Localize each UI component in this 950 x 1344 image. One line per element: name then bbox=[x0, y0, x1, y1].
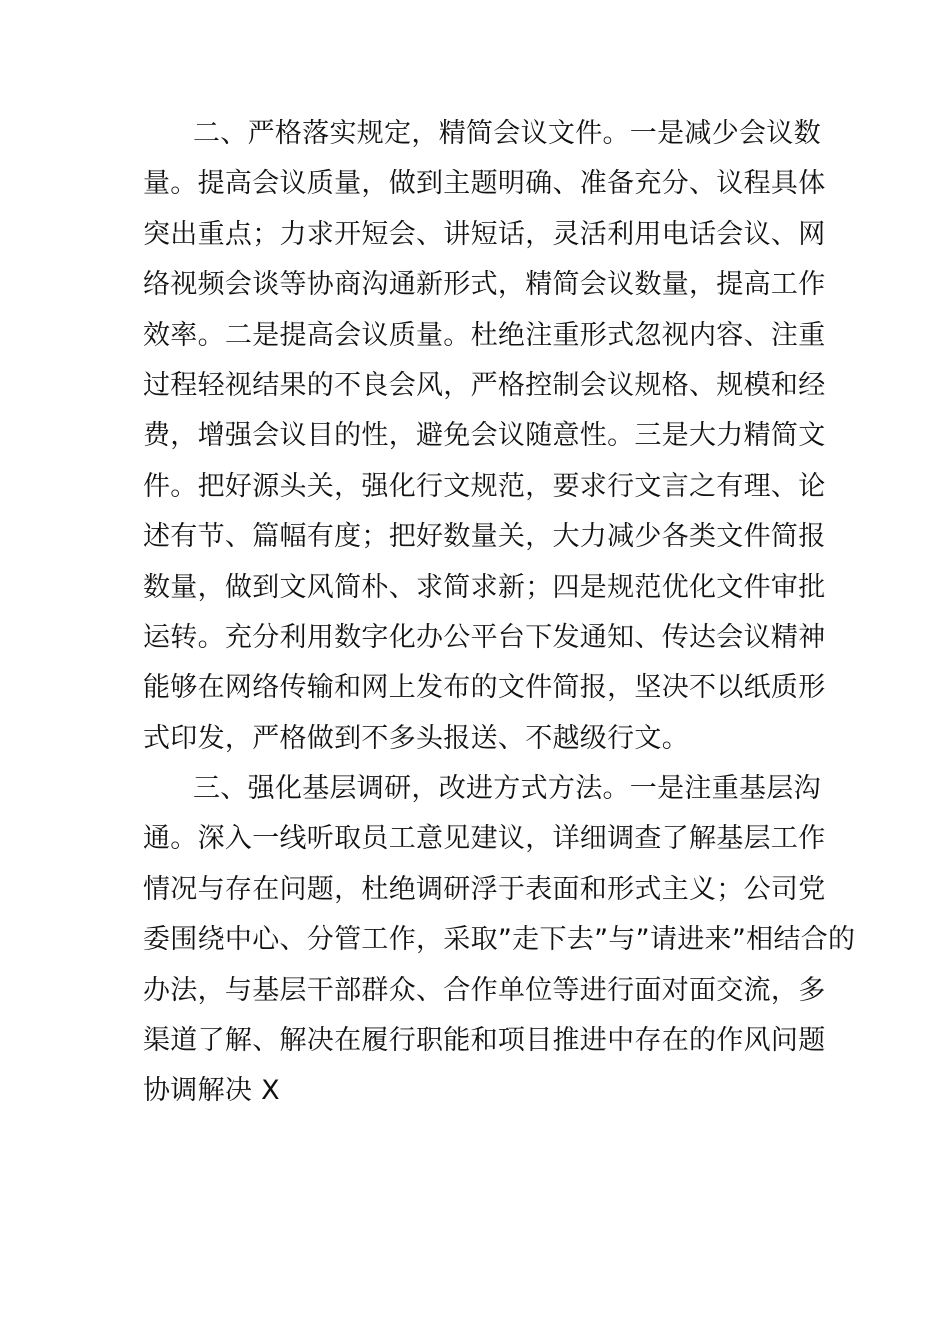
document-body bbox=[143, 109, 856, 1117]
text-line: 委围绕中心、分管工作，采取”走下去”与”请进来”相结合的 bbox=[143, 924, 856, 956]
text-line: 协调解决 X bbox=[143, 1075, 280, 1107]
text-line: 效率。二是提高会议质量。杜绝注重形式忽视内容、注重 bbox=[143, 319, 826, 351]
paragraph-grassroots-research bbox=[143, 764, 856, 1117]
paragraph-meeting-documents bbox=[143, 109, 826, 764]
text-line: 运转。充分利用数字化办公平台下发通知、传达会议精神 bbox=[143, 621, 826, 653]
text-line: 量。提高会议质量，做到主题明确、准备充分、议程具体 bbox=[143, 168, 826, 200]
text-line: 件。把好源头关，强化行文规范，要求行文言之有理、论 bbox=[143, 470, 826, 502]
text-line: 三、强化基层调研，改进方式方法。一是注重基层沟 bbox=[193, 773, 821, 805]
text-line: 络视频会谈等协商沟通新形式，精简会议数量，提高工作 bbox=[143, 269, 826, 301]
text-line: 渠道了解、解决在履行职能和项目推进中存在的作风问题 bbox=[143, 1025, 826, 1057]
text-line: 过程轻视结果的不良会风，严格控制会议规格、规模和经 bbox=[143, 369, 826, 401]
text-line: 办法，与基层干部群众、合作单位等进行面对面交流，多 bbox=[143, 974, 826, 1006]
text-line: 突出重点；力求开短会、讲短话，灵活利用电话会议、网 bbox=[143, 218, 826, 250]
text-line: 情况与存在问题，杜绝调研浮于表面和形式主义；公司党 bbox=[143, 873, 826, 905]
text-line: 述有节、篇幅有度；把好数量关，大力减少各类文件简报 bbox=[143, 521, 826, 553]
text-line: 数量，做到文风简朴、求简求新；四是规范优化文件审批 bbox=[143, 571, 826, 603]
text-line: 通。深入一线听取员工意见建议，详细调查了解基层工作 bbox=[143, 823, 826, 855]
text-line: 费，增强会议目的性，避免会议随意性。三是大力精简文 bbox=[143, 420, 826, 452]
text-line: 能够在网络传输和网上发布的文件简报，坚决不以纸质形 bbox=[143, 672, 826, 704]
text-line: 式印发，严格做到不多头报送、不越级行文。 bbox=[143, 722, 689, 754]
text-line: 二、严格落实规定，精简会议文件。一是减少会议数 bbox=[193, 118, 821, 149]
